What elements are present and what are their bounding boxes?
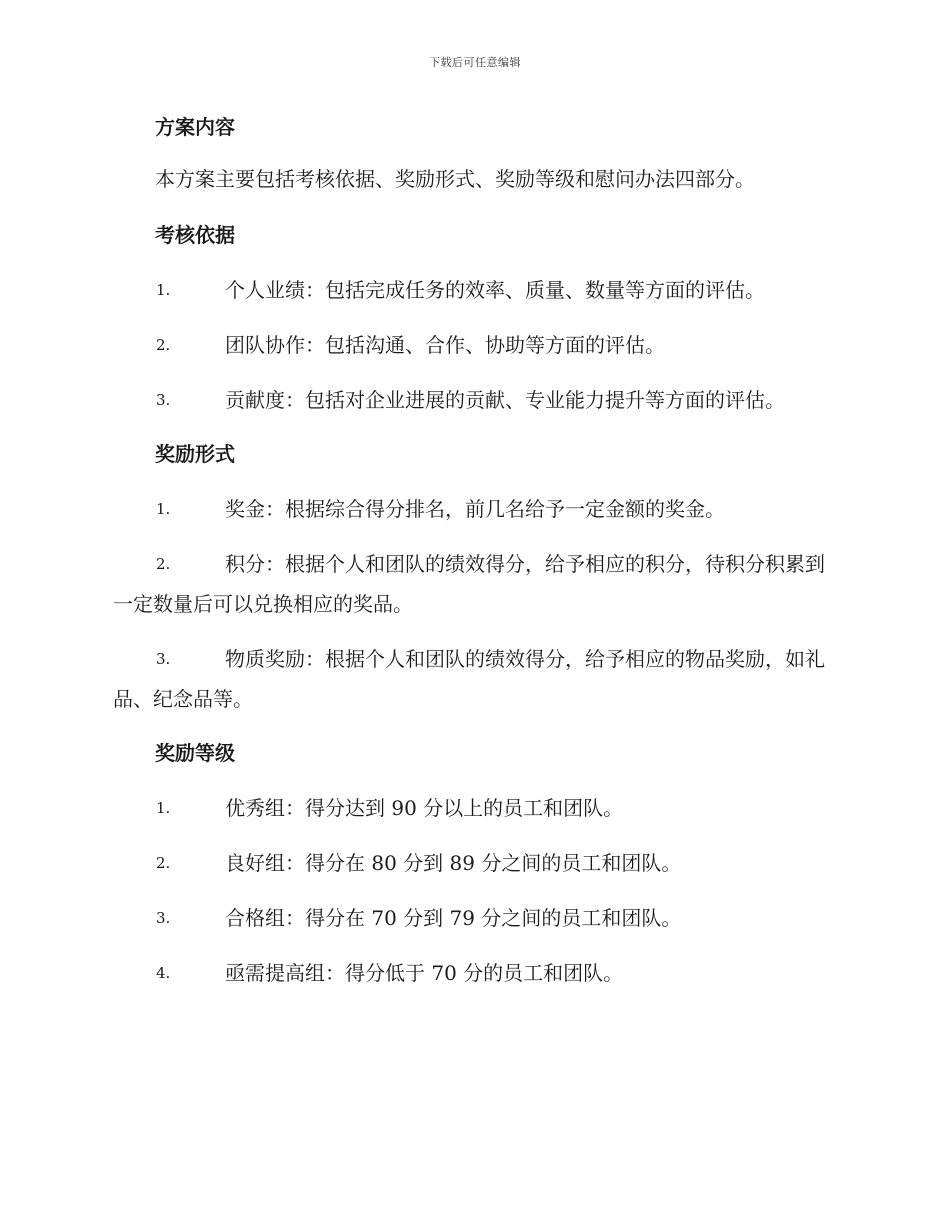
list-item bbox=[113, 843, 843, 883]
list-item-text: 优秀组：得分达到 90 分以上的员工和团队。 bbox=[225, 796, 624, 820]
list-item bbox=[113, 325, 843, 365]
section-title-reward-forms: 奖励形式 bbox=[155, 442, 235, 466]
list-number: 2. bbox=[156, 854, 171, 872]
list-number: 1. bbox=[156, 281, 171, 299]
page-header: 下载后可任意编辑 bbox=[429, 56, 521, 69]
list-item-text: 积分：根据个人和团队的绩效得分，给予相应的积分，待积分积累到一定数量后可以兑换相应的奖品。 bbox=[113, 552, 825, 616]
list-item-text: 贡献度：包括对企业进展的贡献、专业能力提升等方面的评估。 bbox=[225, 388, 785, 412]
list-item bbox=[113, 898, 843, 938]
list-item-text: 良好组：得分在 80 分到 89 分之间的员工和团队。 bbox=[225, 851, 682, 875]
section-title-assessment-basis: 考核依据 bbox=[155, 223, 235, 247]
list-number: 4. bbox=[156, 964, 171, 982]
list-item-text: 亟需提高组：得分低于 70 分的员工和团队。 bbox=[225, 961, 624, 985]
list-item bbox=[113, 270, 843, 310]
list-item-text: 个人业绩：包括完成任务的效率、质量、数量等方面的评估。 bbox=[225, 278, 765, 302]
list-item bbox=[113, 544, 843, 624]
list-item-text: 合格组：得分在 70 分到 79 分之间的员工和团队。 bbox=[225, 906, 682, 930]
list-item bbox=[113, 788, 843, 828]
list-number: 3. bbox=[156, 909, 171, 927]
list-number: 3. bbox=[156, 650, 171, 668]
list-item bbox=[113, 639, 843, 719]
list-item-text: 团队协作：包括沟通、合作、协助等方面的评估。 bbox=[225, 333, 665, 357]
list-number: 1. bbox=[156, 500, 171, 518]
list-number: 2. bbox=[156, 555, 171, 573]
list-item-text: 奖金：根据综合得分排名，前几名给予一定金额的奖金。 bbox=[225, 497, 725, 521]
list-item bbox=[113, 489, 843, 529]
section-title-plan-content: 方案内容 bbox=[155, 115, 235, 139]
list-number: 3. bbox=[156, 391, 171, 409]
list-item bbox=[113, 953, 843, 993]
list-number: 1. bbox=[156, 799, 171, 817]
plan-content-paragraph: 本方案主要包括考核依据、奖励形式、奖励等级和慰问办法四部分。 bbox=[155, 167, 755, 191]
list-item bbox=[113, 380, 843, 420]
section-title-reward-levels: 奖励等级 bbox=[155, 741, 235, 765]
document-body bbox=[113, 108, 843, 1008]
list-item-text: 物质奖励：根据个人和团队的绩效得分，给予相应的物品奖励，如礼品、纪念品等。 bbox=[113, 647, 825, 711]
list-number: 2. bbox=[156, 336, 171, 354]
